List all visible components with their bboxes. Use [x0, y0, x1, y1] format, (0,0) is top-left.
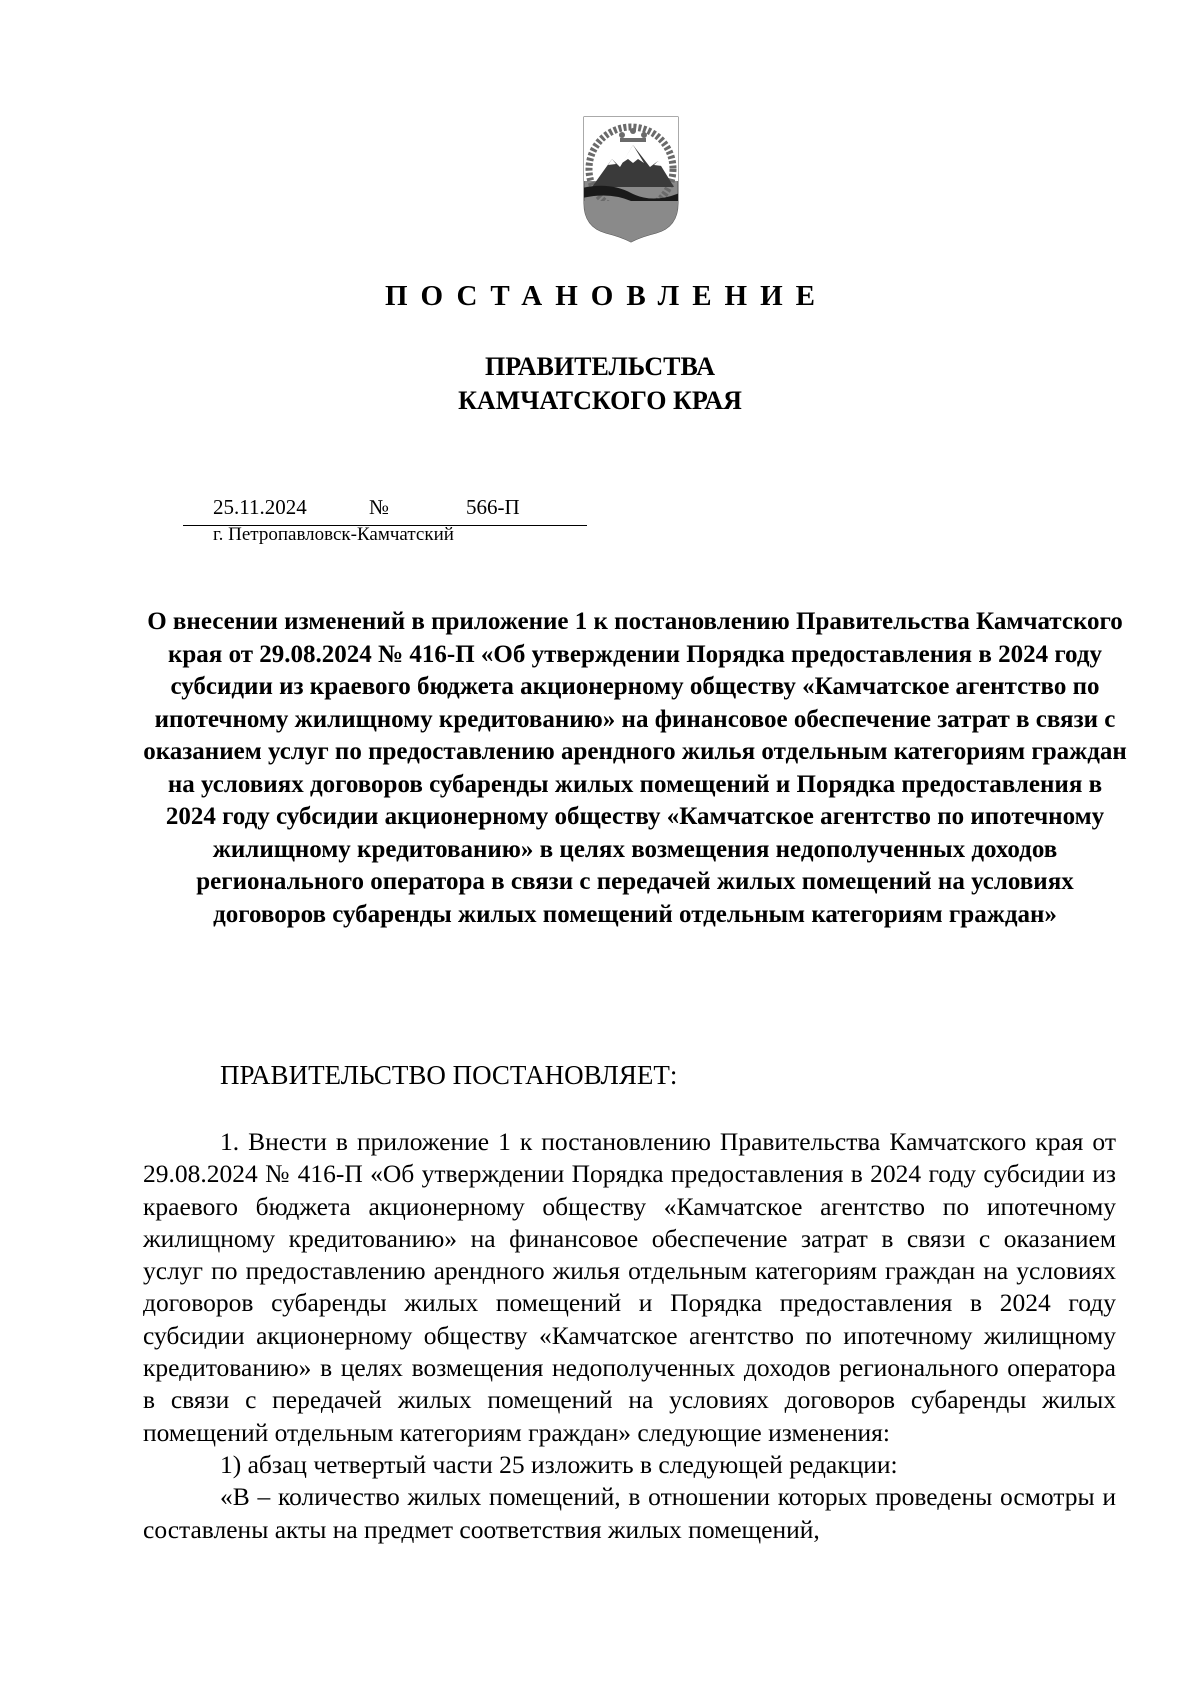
- number-sign: №: [369, 495, 390, 519]
- body-paragraph: «B – количество жилых помещений, в отношении которых проведены осмотры и составлены акты на предмет соответствия жилых помещений,: [143, 1482, 1116, 1544]
- body-paragraph: 1) абзац четвертый части 25 изложить в следующей редакции:: [220, 1449, 898, 1479]
- preamble: ПРАВИТЕЛЬСТВО ПОСТАНОВЛЯЕТ:: [220, 1060, 678, 1090]
- document-place: г. Петропавловск-Камчатский: [213, 524, 454, 545]
- issuer-line-2: КАМЧАТСКОГО КРАЯ: [458, 386, 742, 415]
- document-type-heading: ПОСТАНОВЛЕНИЕ: [384, 280, 828, 312]
- date-number-line: [183, 495, 587, 526]
- issuer-line-1: ПРАВИТЕЛЬСТВА: [485, 352, 715, 381]
- document-date: 25.11.2024: [213, 495, 307, 519]
- document-number: 566-П: [466, 495, 520, 519]
- document-title: О внесении изменений в приложение 1 к постановлению Правительства Камчатского края от 29.08.2024 № 416-П «Об утверждении Порядка предоставления в 2024 году субсидии из краевого бюджета акционерному обществу «Камчатское агентство по ипотечному жилищному кредитованию» на финансовое обеспечение затрат в связи с оказанием услуг по предоставлению арендного жилья отдельным категориям граждан на условиях договоров субаренды жилых помещений и Порядка предоставления в 2024 году субсидии акционерному обществу «Камчатское агентство по ипотечному жилищному кредитованию» в целях возмещения недополученных доходов регионального оператора в связи с передачей жилых помещений на условиях договоров субаренды жилых помещений отдельным категориям граждан»: [143, 608, 1127, 928]
- document-body: [143, 1126, 1116, 1546]
- coat-of-arms-emblem: [578, 111, 684, 243]
- body-paragraph: 1. Внести в приложение 1 к постановлению Правительства Камчатского края от 29.08.2024 № 416-П «Об утверждении Порядка предоставления в 2024 году субсидии из краевого бюджета акционерному обществу «Камчатское агентство по ипотечному жилищному кредитованию» на финансовое обеспечение затрат в связи с оказанием услуг по предоставлению арендного жилья отдельным категориям граждан на условиях договоров субаренды жилых помещений и Порядка предоставления в 2024 году субсидии акционерному обществу «Камчатское агентство по ипотечному жилищному кредитованию» в целях возмещения недополученных доходов регионального оператора в связи с передачей жилых помещений на условиях договоров субаренды жилых помещений отдельным категориям граждан» следующие изменения:: [143, 1127, 1116, 1447]
